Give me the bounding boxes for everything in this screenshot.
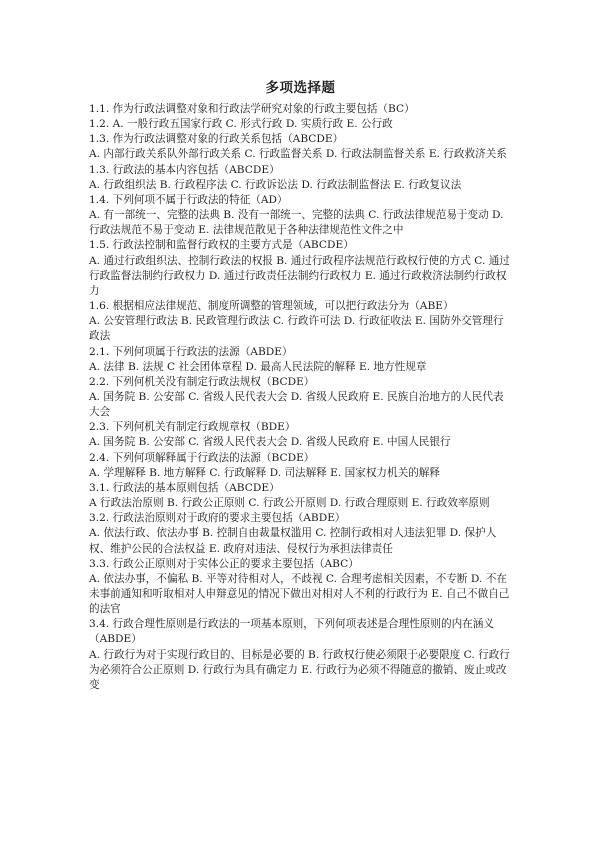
text-line: 2.1. 下列何项属于行政法的法源（ABDE） [89, 345, 293, 358]
text-line: A. 国务院 B. 公安部 C. 省级人民代表大会 D. 省级人民政府 E. 民族自治地方的人民代表大会 [89, 390, 504, 419]
document-page [89, 78, 512, 693]
text-line: 1.1. 作为行政法调整对象和行政法学研究对象的行政主要包括（BC） [89, 103, 415, 115]
text-line: 3.3. 行政公正原则对于实体公正的要求主要包括（ABC） [89, 557, 359, 570]
text-line: A 行政法治原则 B. 行政公正原则 C. 行政公开原则 D. 行政合理原则 E. 行政效率原则 [89, 497, 490, 510]
text-line: A. 依法行政、依法办事 B. 控制自由裁量权滥用 C. 控制行政相对人违法犯罪 D. 保护人权、维护公民的合法权益 E. 政府对违法、侵权行为承担法律责任 [89, 527, 497, 555]
text-line: A. 法律 B. 法规 C 社会团体章程 D. 最高人民法院的解释 E. 地方性规章 [89, 360, 427, 373]
text-line: 1.5. 行政法控制和监督行政权的主要方式是（ABCDE） [89, 239, 354, 252]
text-line: A. 行政行为对于实现行政目的、目标是必要的 B. 行政权行使必须限于必要限度 C. 行政行为必须符合公正原则 D. 行政行为具有确定力 E. 行政行为必须不得随意的撤销、废止或改变 [89, 648, 510, 691]
text-line: A. 国务院 B. 公安部 C. 省级人民代表大会 D. 省级人民政府 E. 中国人民银行 [89, 436, 451, 449]
text-line: A. 内部行政关系队外部行政关系 C. 行政监督关系 D. 行政法制监督关系 E. 行政救济关系 [89, 148, 507, 161]
text-line: A. 学理解释 B. 地方解释 C. 行政解释 D. 司法解释 E. 国家权力机关的解释 [89, 466, 440, 479]
text-line: 1.3. 作为行政法调整对象的行政关系包括（ABCDE） [89, 133, 344, 146]
text-line: A. 有一部统一、完整的法典 B. 没有一部统一、完整的法典 C. 行政法律规范易于变动 D. 行政法规范不易于变动 E. 法律规范散见于各种法律规范性文件之中 [89, 209, 504, 237]
text-line: 2.3. 下列何机关有制定行政规章权（BDE） [89, 421, 296, 434]
text-line: 2.2. 下列何机关没有制定行政法规权（BCDE） [89, 375, 315, 388]
text-line: 3.4. 行政合理性原则是行政法的一项基本原则，下列何项表述是合理性原则的内在涵义（ABDE） [89, 618, 494, 646]
text-line: A. 公安管理行政法 B. 民政管理行政法 C. 行政许可法 D. 行政征收法 E. 国防外交管理行政法 [89, 315, 504, 343]
page-title: 多项选择题 [265, 80, 336, 96]
text-line: 1.2. A. 一般行政五国家行政 C. 形式行政 D. 实质行政 E. 公行政 [89, 118, 393, 131]
text-line: 3.1. 行政法的基本原则包括（ABCDE） [89, 481, 280, 494]
text-line: 1.4. 下列何项不属于行政法的特征（AD） [89, 193, 288, 206]
text-line: 2.4. 下列何项解释属于行政法的法源（BCDE） [89, 451, 315, 464]
question-list [89, 102, 512, 693]
text-line: A. 行政组织法 B. 行政程序法 C. 行政诉讼法 D. 行政法制监督法 E. 行政复议法 [89, 178, 462, 191]
text-line: 1.3. 行政法的基本内容包括（ABCDE） [89, 163, 280, 176]
text-line: A. 通过行政组织法、控制行政法的权报 B. 通过行政程序法规范行政权行使的方式 C. 通过行政监督法制约行政权力 D. 通过行政责任法制约行政权力 E. 通过行政救济法制约行政权力 [89, 254, 510, 297]
text-line: 1.6. 根据相应法律规范、制度所调整的管理领域，可以把行政法分为（ABE） [89, 300, 454, 313]
text-line: 3.2. 行政法治原则对于政府的要求主要包括（ABDE） [89, 512, 346, 525]
text-line: A. 依法办事，不偏私 B. 平等对待相对人，不歧视 C. 合理考虑相关因素，不专断 D. 不在未事前通知和听取相对人申辩意见的情况下做出对相对人不利的行政行为 E. 自己不做自己的法官 [89, 572, 510, 616]
